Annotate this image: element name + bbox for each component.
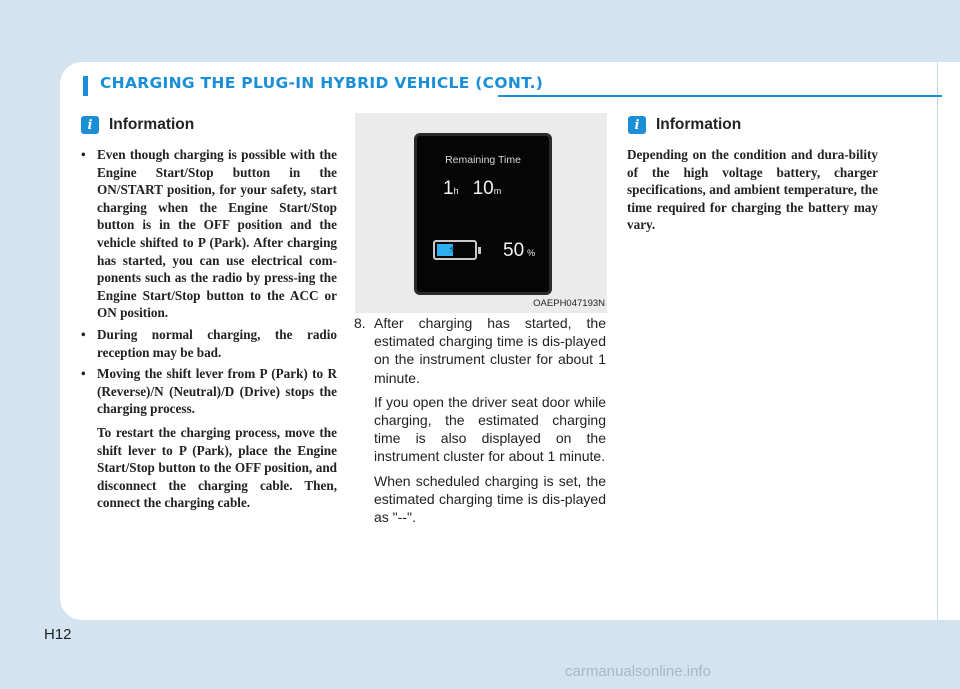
info-heading-left xyxy=(81,116,194,134)
list-item xyxy=(81,326,337,361)
figure-code: OAEPH047193N xyxy=(533,298,605,309)
hours-unit: h xyxy=(453,186,459,196)
percent-unit: % xyxy=(527,248,536,258)
info-content-left xyxy=(81,146,337,516)
watermark: carmanualsonline.info xyxy=(565,663,711,680)
info-icon: i xyxy=(81,116,99,134)
step-content xyxy=(354,314,606,526)
percent-value: 50 xyxy=(503,240,525,261)
list-item xyxy=(81,146,337,322)
header-rule xyxy=(498,95,942,97)
step-paragraph: When scheduled charging is set, the estimated charging time is dis-played as "--". xyxy=(374,472,606,526)
battery-icon xyxy=(433,240,477,260)
step-number: 8. xyxy=(354,315,366,331)
charging-bolt-icon: ⚡ xyxy=(448,243,456,256)
info-heading-label: Information xyxy=(109,116,195,133)
minutes-value: 10 xyxy=(472,178,494,199)
battery-percent xyxy=(503,240,535,262)
bullet-mark: • xyxy=(81,147,86,162)
bullet-text: During normal charging, the radio reception may be bad. xyxy=(97,326,337,360)
info-heading-right xyxy=(628,116,741,134)
list-item xyxy=(354,314,606,526)
cluster-display xyxy=(414,133,552,295)
list-item xyxy=(81,365,337,512)
step-paragraph: If you open the driver seat door while charging, the estimated charging time is also displayed on the instrument cluster for about 1 minute. xyxy=(374,393,606,465)
remaining-time-label: Remaining Time xyxy=(445,154,521,166)
step-list xyxy=(354,314,606,526)
battery-terminal xyxy=(478,247,481,254)
hours-value: 1 xyxy=(443,178,454,199)
section-title: CHARGING THE PLUG-IN HYBRID VEHICLE (CONT.) xyxy=(100,74,544,92)
info-heading-label: Information xyxy=(656,116,742,133)
page-edge-divider xyxy=(937,62,938,620)
bullet-mark: • xyxy=(81,366,86,382)
page-number: H12 xyxy=(44,626,72,643)
minutes-unit: m xyxy=(493,186,502,196)
info-bullet-list xyxy=(81,146,337,512)
step-text: After charging has started, the estimated charging time is dis-played on the instrument cluster for about 1 minute. xyxy=(374,315,606,386)
info-content-right xyxy=(627,146,878,234)
bullet-mark: • xyxy=(81,326,86,342)
bullet-text: Moving the shift lever from P (Park) to R (Reverse)/N (Neutral)/D (Drive) stops the charging process. xyxy=(97,366,337,417)
cluster-figure xyxy=(355,113,607,313)
bullet-text: Even though charging is possible with the Engine Start/Stop button in the ON/START position, for your safety, start charging when the Engine Start/Stop button is in the OFF position and the vehicle shifted to P (Park). After charging has started, you can use electrical com-ponents such as the radio by press-ing the Engine Start/Stop button to the ACC or ON position. xyxy=(97,147,337,321)
info-icon: i xyxy=(628,116,646,134)
header-accent-bar xyxy=(83,76,88,96)
info-text: Depending on the condition and dura-bility of the high voltage battery, charger specifications, and ambient temperature, the time required for charging the battery may vary. xyxy=(627,147,878,233)
bullet-extra-paragraph: To restart the charging process, move the shift lever to P (Park), place the Engine Start/Stop button to the OFF position, and disconnect the charging cable. Then, connect the charging cable. xyxy=(97,424,337,511)
remaining-time-value xyxy=(443,178,501,200)
